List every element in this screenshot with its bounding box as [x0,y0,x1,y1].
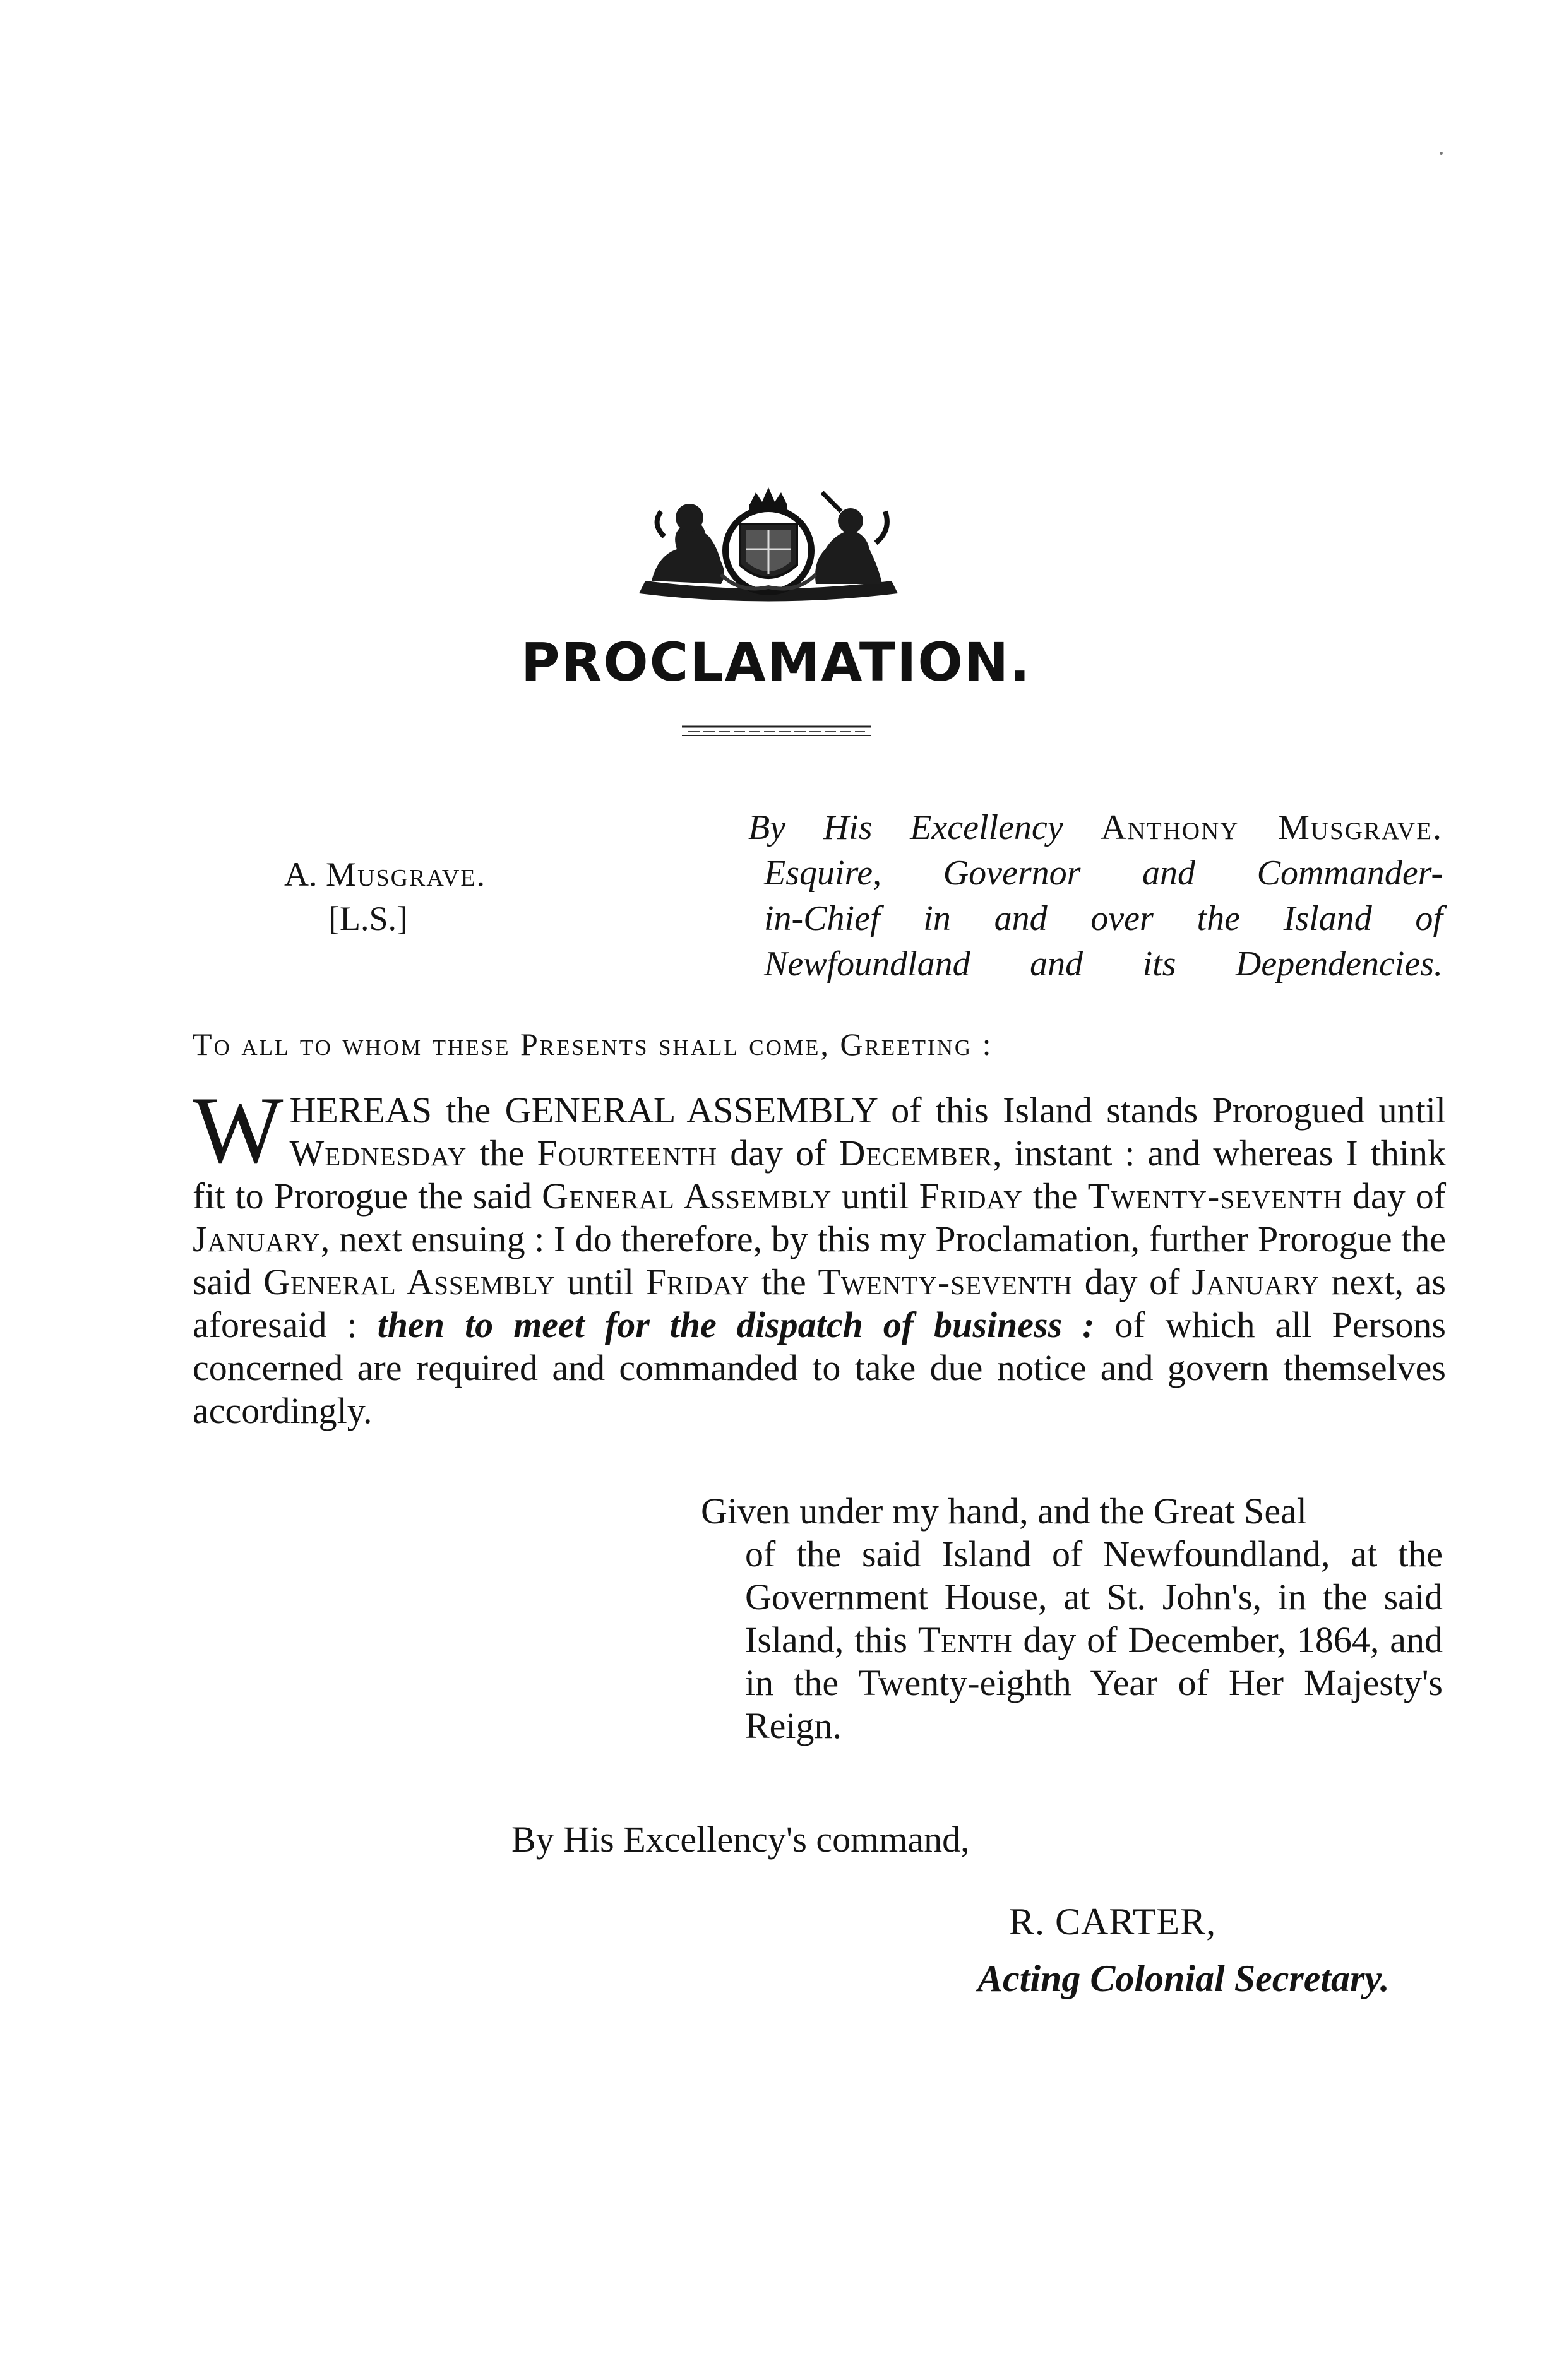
governor-signature: A. Musgrave. [284,855,487,893]
style-line-4: Newfoundland and its Dependencies. [764,944,1443,984]
command-line: By His Excellency's command, [511,1819,970,1860]
proclamation-body: WHEREAS the GENERAL ASSEMBLY of this Island stands Prorogued until Wednesday the Fourteenth day of December, instant : and whereas I think fit to Prorogue the said General Assembly until Friday the Twenty-seventh day of January, next ensuing : I do therefore, by this my Proclamation, further Prorogue the said General Assembly until Friday the Twenty-seventh day of January next, as aforesaid : then to meet for the dispatch of business : of which all Persons concerned are required and commanded to take due notice and govern themselves accordingly. [193,1077,1447,1431]
drop-cap: W [193,1077,284,1183]
secretary-title: Acting Colonial Secretary. [977,1958,1390,1999]
proclamation-title: PROCLAMATION. [520,631,1032,693]
secretary-name: R. CARTER, [1009,1901,1217,1943]
style-line-3: in-Chief in and over the Island of [764,899,1443,938]
salutation: To all to whom these Presents shall come, Greeting : [193,1026,993,1062]
given-under-clause: Given under my hand, and the Great Seal of the said Island of Newfoundland, at the Government House, at St. John's, in the said Island, this Tenth day of December, 1864, and in the Twenty-eighth Year of Her Majesty's Reign. [701,1490,1443,1746]
seal-mark: [L.S.] [328,900,408,937]
style-line-1: By His Excellency Anthony Musgrave. [748,808,1443,847]
title-divider [682,723,871,737]
royal-coat-of-arms-emblem [626,480,910,606]
governor-style [748,805,1443,987]
style-line-2: Esquire, Governor and Commander- [764,854,1443,893]
dispatch-clause: then to meet for the dispatch of business : [377,1304,1095,1345]
